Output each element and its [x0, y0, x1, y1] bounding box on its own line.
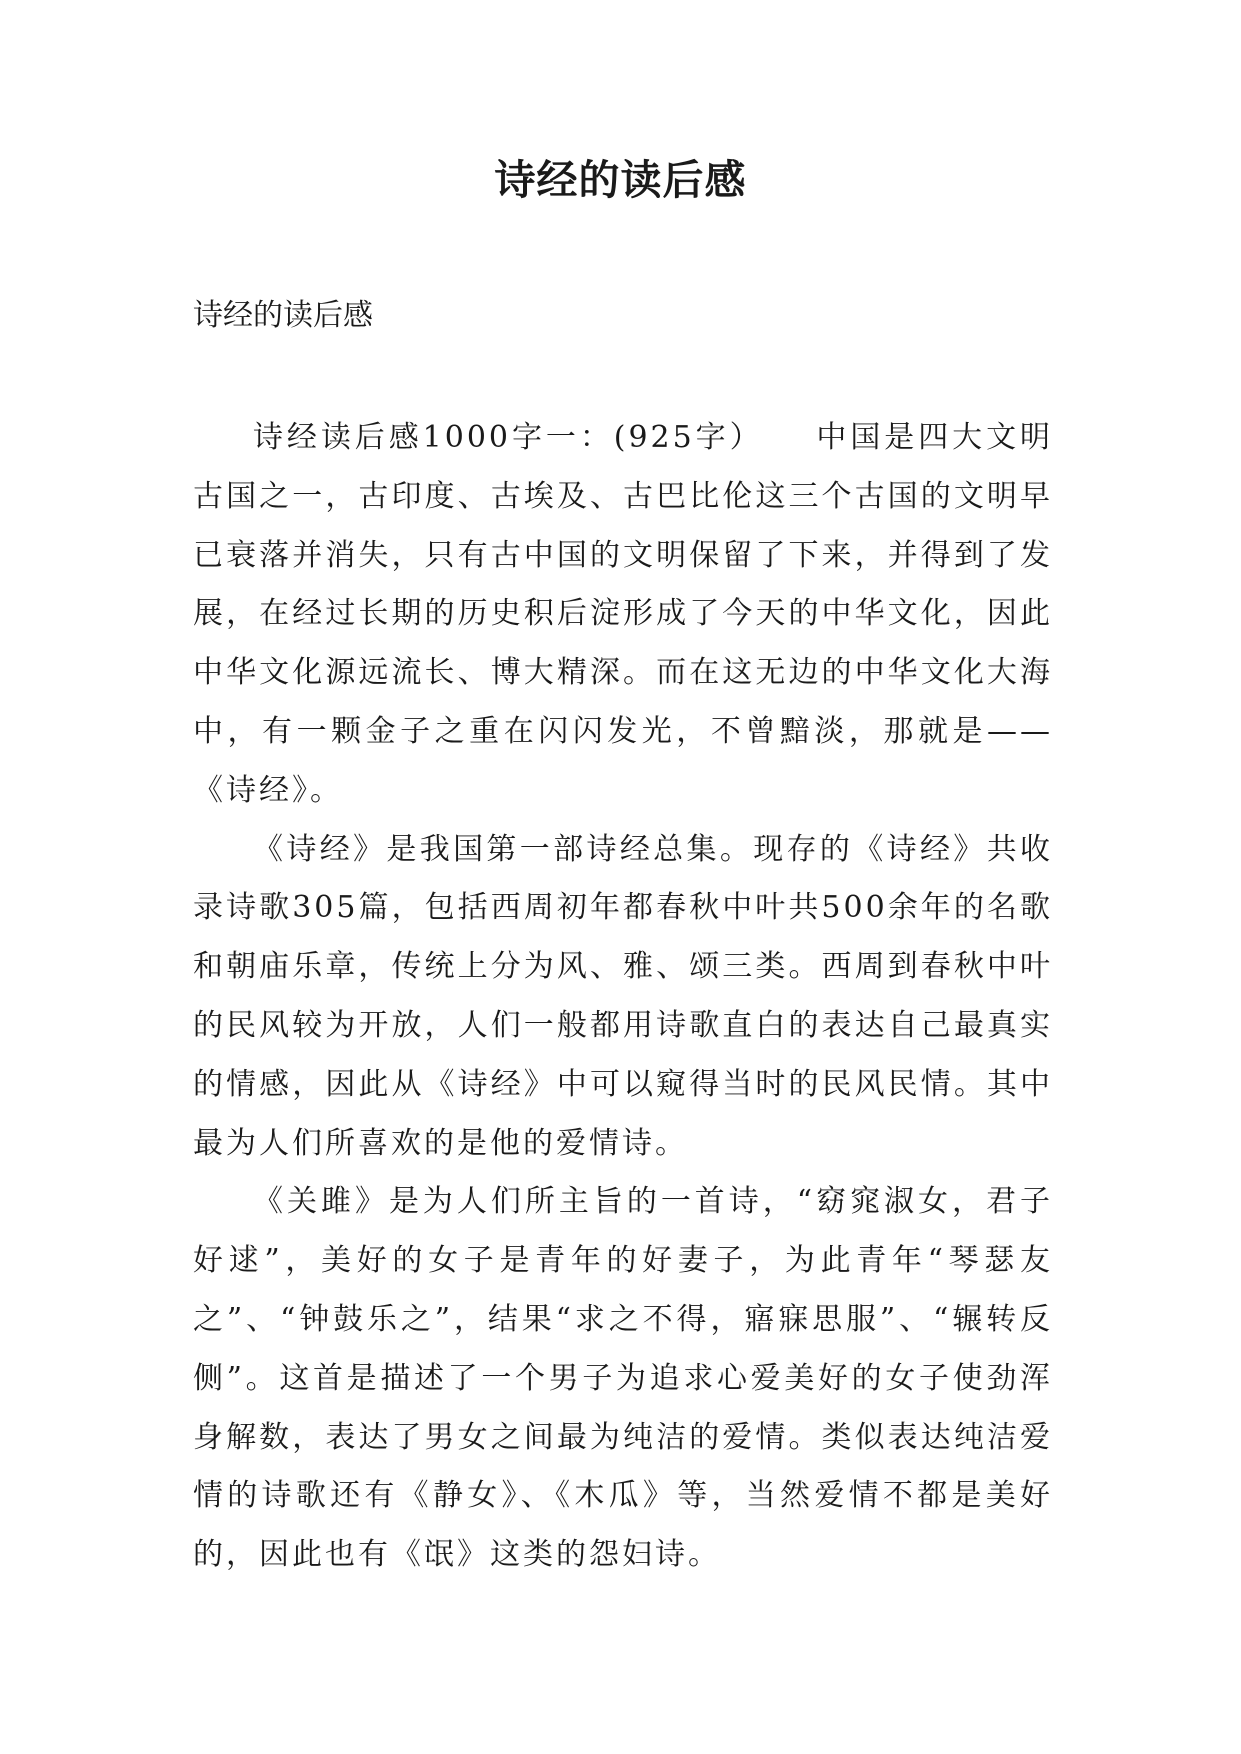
document-title: 诗经的读后感 — [494, 156, 747, 204]
paragraph-1: 诗经读后感1000字一：(925字） 中国是四大文明古国之一，古印度、古埃及、古巴比伦这三个古国的文明早已衰落并消失，只有古中国的文明保留了下来，并得到了发展，在经过长期的历史积后淀形成了今天的中华文化，因此中华文化源远流长、博大精深。而在这无边的中华文化大海中，有一颗金子之重在闪闪发光，不曾黯淡，那就是——《诗经》。 — [193, 420, 1053, 808]
paragraph-3: 《关雎》是为人们所主旨的一首诗，“窈窕淑女，君子好逑”，美好的女子是青年的好妻子，为此青年“琴瑟友之”、“钟鼓乐之”，结果“求之不得，寤寐思服”、“辗转反侧”。这首是描述了一个男子为追求心爱美好的女子使劲浑身解数，表达了男女之间最为纯洁的爱情。类似表达纯洁爱情的诗歌还有《静女》、《木瓜》等，当然爱情不都是美好的，因此也有《氓》这类的怨妇诗。 — [193, 1184, 1053, 1573]
paragraph-2: 《诗经》是我国第一部诗经总集。现存的《诗经》共收录诗歌305篇，包括西周初年都春秋中叶共500余年的名歌和朝庙乐章，传统上分为风、雅、颂三类。西周到春秋中叶的民风较为开放，人们一般都用诗歌直白的表达自己最真实的情感，因此从《诗经》中可以窥得当时的民风民情。其中最为人们所喜欢的是他的爱情诗。 — [193, 831, 1053, 1161]
document-body — [193, 409, 1053, 1585]
document-subtitle: 诗经的读后感 — [193, 298, 373, 333]
